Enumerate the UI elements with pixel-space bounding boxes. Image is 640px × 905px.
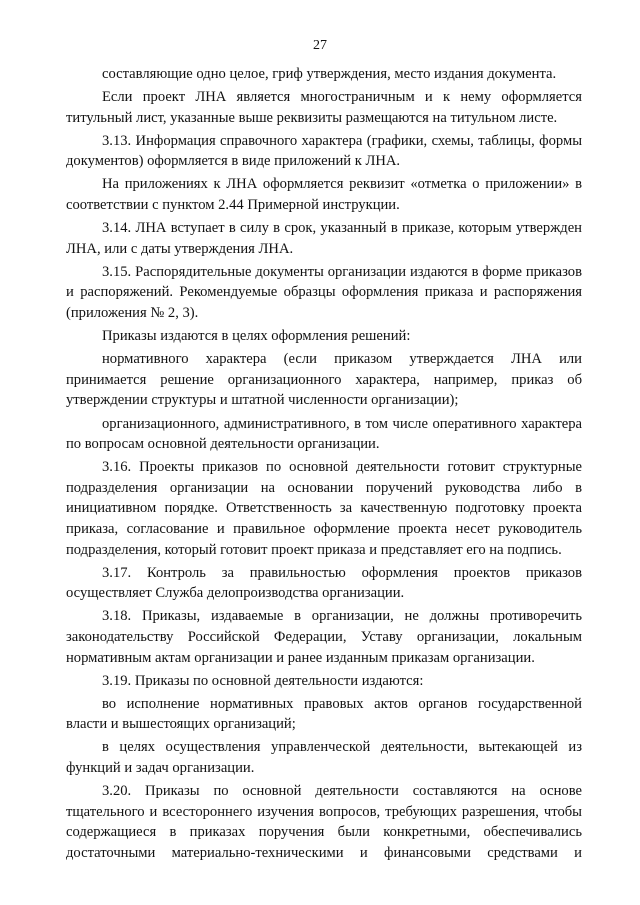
paragraph-3-17: 3.17. Контроль за правильностью оформления проектов приказов осуществляет Служба делопроизводства организации.: [66, 564, 582, 602]
paragraph: Если проект ЛНА является многостраничным и к нему оформляется титульный лист, указанные выше реквизиты размещаются на титульном листе.: [66, 89, 582, 126]
paragraph-3-16: 3.16. Проекты приказов по основной деятельности готовит структурные подразделения организации на основании поручений руководства либо в инициативном порядке. Ответственность за качественную подготовку проекта приказа, согласование и правильное оформление проекта несет руководитель подразделения, который готовит проект приказа и представляет его на подпись.: [66, 459, 582, 558]
paragraph-continuation: составляющие одно целое, гриф утверждения, место издания документа.: [102, 66, 557, 82]
list-item: организационного, административного, в том числе оперативного характера по вопросам основной деятельности организации.: [66, 415, 582, 453]
paragraph: На приложениях к ЛНА оформляется реквизит «отметка о приложении» в соответствии с пунктом 2.44 Примерной инструкции.: [66, 176, 582, 214]
paragraph-3-13: 3.13. Информация справочного характера (графики, схемы, таблицы, формы документов) оформляется в виде приложений к ЛНА.: [66, 132, 582, 170]
list-item: нормативного характера (если приказом утверждается ЛНА или принимается решение организационного характера, например, приказ об утверждении структуры и штатной численности организации);: [66, 351, 582, 409]
paragraph: Приказы издаются в целях оформления решений:: [102, 328, 411, 345]
page-number: 27: [313, 38, 327, 53]
paragraph-3-20: 3.20. Приказы по основной деятельности составляются на основе тщательного и всестороннего изучения вопросов, требующих разрешения, чтобы содержащиеся в приказах поручения были конкретными, обеспечивались достаточными материально-техническими и финансовыми средствами и: [66, 783, 582, 861]
paragraph-3-18: 3.18. Приказы, издаваемые в организации, не должны противоречить законодательству Российской Федерации, Уставу организации, локальным нормативным актам организации и ранее изданным приказам организации.: [66, 608, 582, 666]
paragraph-3-19: 3.19. Приказы по основной деятельности издаются:: [102, 672, 424, 689]
paragraph-3-14: 3.14. ЛНА вступает в силу в срок, указанный в приказе, которым утвержден ЛНА, или с даты утверждения ЛНА.: [66, 220, 582, 257]
paragraph-3-15: 3.15. Распорядительные документы организации издаются в форме приказов и распоряжений. Рекомендуемые образцы оформления приказа и распоряжения (приложения № 2, 3).: [66, 263, 582, 322]
list-item: в целях осуществления управленческой деятельности, вытекающей из функций и задач организации.: [66, 739, 582, 776]
document-body: [66, 64, 582, 863]
list-item: во исполнение нормативных правовых актов органов государственной власти и вышестоящих организаций;: [66, 695, 582, 733]
